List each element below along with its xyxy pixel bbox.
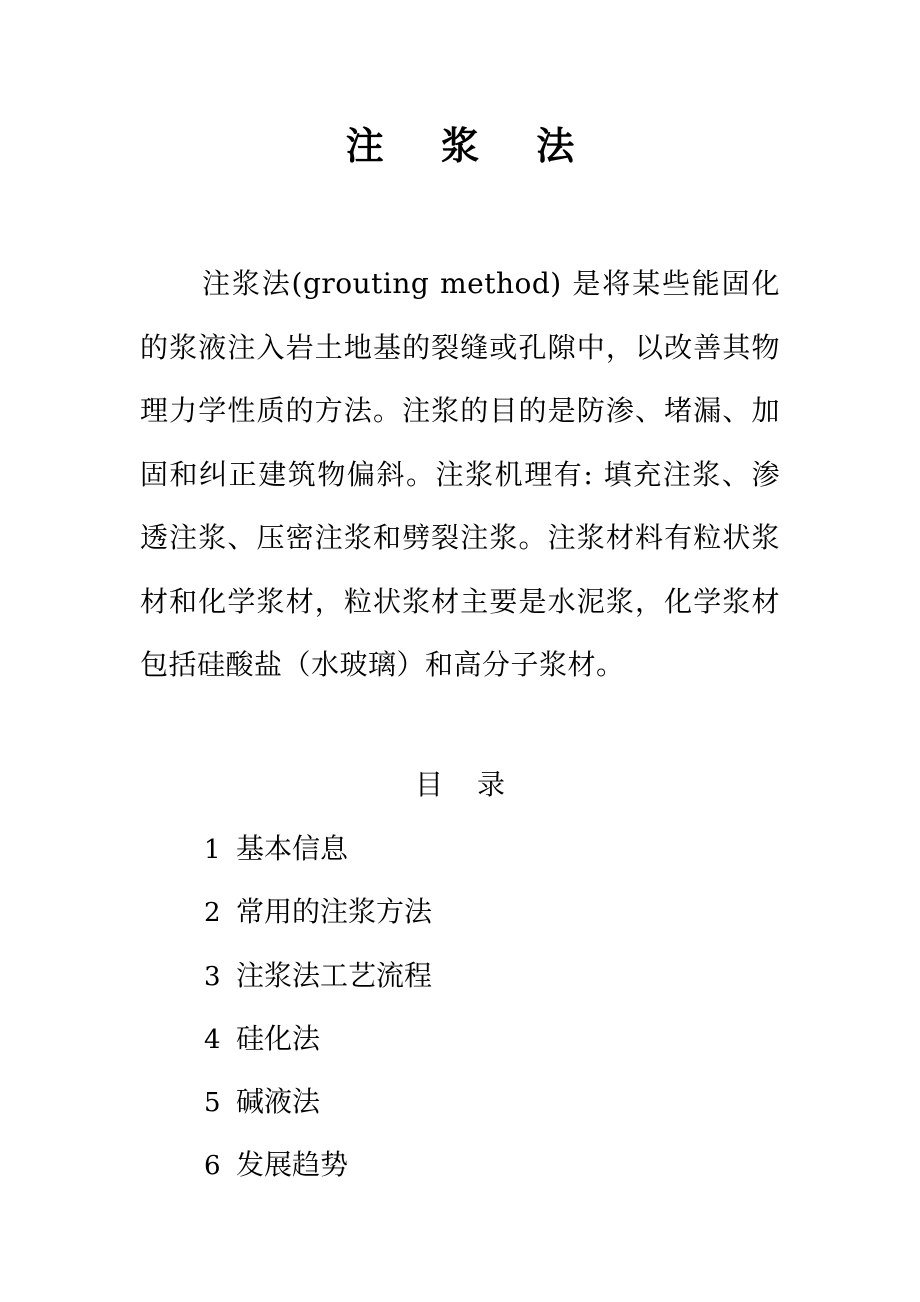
toc-item-label: 发展趋势: [236, 1148, 349, 1182]
toc-item-number: 4: [204, 1024, 221, 1055]
toc-item-number: 6: [204, 1151, 221, 1182]
intro-paragraph: 注浆法(grouting method) 是将某些能固化的浆液注入岩土地基的裂缝或孔隙中，以改善其物理力学性质的方法。注浆的目的是防渗、堵漏、加固和纠正建筑物偏斜。注浆机理有: 填充注浆、渗透注浆、压密注浆和劈裂注浆。注浆材料有粒状浆材和化学浆材，粒状浆材主要是水泥浆，化学浆材包括硅酸盐（水玻璃）和高分子浆材。: [140, 267, 780, 681]
toc-item-label: 碱液法: [236, 1085, 321, 1119]
toc-item-trends[interactable]: [204, 1138, 432, 1201]
toc-item-number: 5: [204, 1088, 221, 1119]
toc-heading-right: 录: [477, 768, 506, 801]
toc-item-alkali-liquid[interactable]: [204, 1075, 432, 1138]
toc-item-label: 硅化法: [236, 1021, 321, 1055]
page-title: 注 浆 法: [345, 124, 597, 168]
toc-list: [204, 822, 432, 1202]
toc-item-label: 常用的注浆方法: [236, 895, 433, 929]
toc-heading-left: 目: [414, 768, 443, 801]
toc-item-number: 1: [204, 835, 221, 865]
toc-item-silicification[interactable]: [204, 1012, 432, 1075]
toc-item-common-methods[interactable]: [204, 885, 432, 948]
toc-item-basic-info[interactable]: [204, 822, 432, 885]
toc-item-label: 基本信息: [236, 832, 349, 865]
toc-item-label: 注浆法工艺流程: [236, 958, 433, 992]
toc-item-process-flow[interactable]: [204, 949, 432, 1012]
toc-item-number: 3: [204, 961, 221, 992]
toc-item-number: 2: [204, 898, 221, 929]
toc-heading: [0, 760, 920, 810]
